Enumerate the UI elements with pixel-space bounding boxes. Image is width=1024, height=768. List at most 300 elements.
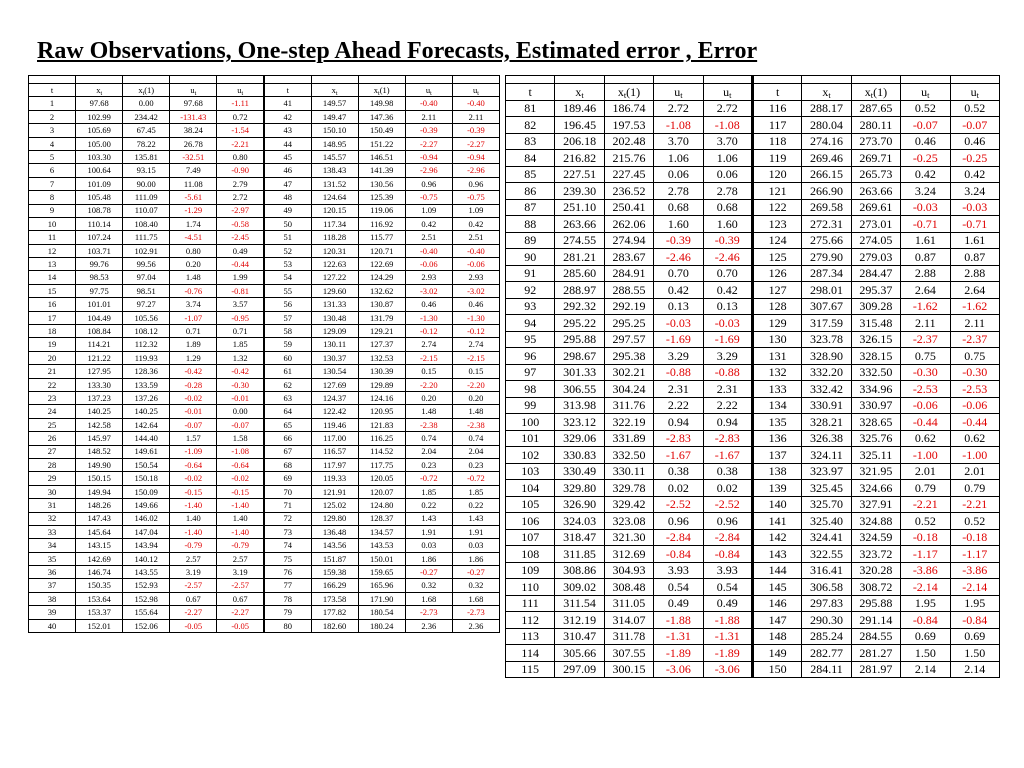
value-cell: 121.22 (76, 351, 123, 364)
time-cell: 64 (264, 405, 311, 418)
value-cell: -0.06 (950, 397, 999, 414)
right-data-table (505, 75, 1000, 678)
time-cell: 52 (264, 244, 311, 257)
time-cell: 102 (506, 447, 555, 464)
table-row (29, 485, 500, 498)
time-cell: 85 (506, 166, 555, 183)
value-cell: 2.72 (217, 191, 264, 204)
value-cell: -0.07 (950, 117, 999, 134)
value-cell: 0.02 (654, 480, 703, 497)
value-cell: 332.50 (851, 364, 900, 381)
table-row (29, 499, 500, 512)
value-cell: 142.64 (123, 418, 170, 431)
empty-cell (123, 76, 170, 84)
table-row (29, 231, 500, 244)
value-cell: 108.40 (123, 217, 170, 230)
table-row (29, 137, 500, 150)
value-cell: 281.97 (851, 661, 900, 678)
value-cell: -0.40 (405, 244, 452, 257)
time-cell: 72 (264, 512, 311, 525)
time-cell: 1 (29, 97, 76, 110)
value-cell: 202.48 (604, 133, 653, 150)
column-header-t: t (506, 84, 555, 101)
value-cell: 0.03 (452, 539, 499, 552)
value-cell: 130.39 (358, 365, 405, 378)
time-cell: 27 (29, 445, 76, 458)
value-cell: 262.06 (604, 216, 653, 233)
value-cell: 129.09 (311, 325, 358, 338)
value-cell: 273.01 (851, 216, 900, 233)
value-cell: 127.95 (76, 365, 123, 378)
time-cell: 54 (264, 271, 311, 284)
value-cell: 150.09 (123, 485, 170, 498)
value-cell: 97.27 (123, 298, 170, 311)
value-cell: 149.66 (123, 499, 170, 512)
time-cell: 140 (752, 496, 801, 513)
value-cell: 127.37 (358, 338, 405, 351)
value-cell: -0.01 (217, 391, 264, 404)
value-cell: 150.01 (358, 552, 405, 565)
value-cell: -0.30 (901, 364, 950, 381)
value-cell: -0.64 (217, 458, 264, 471)
value-cell: -1.69 (654, 331, 703, 348)
time-cell: 19 (29, 338, 76, 351)
value-cell: -0.01 (170, 405, 217, 418)
table-row (506, 496, 1000, 513)
time-cell: 98 (506, 381, 555, 398)
value-cell: 0.71 (217, 325, 264, 338)
table-row (29, 338, 500, 351)
value-cell: -0.44 (901, 414, 950, 431)
value-cell: 108.78 (76, 204, 123, 217)
value-cell: 1.29 (170, 351, 217, 364)
value-cell: -2.57 (170, 579, 217, 592)
time-cell: 80 (264, 619, 311, 632)
value-cell: -2.45 (217, 231, 264, 244)
value-cell: 0.46 (405, 298, 452, 311)
time-cell: 14 (29, 271, 76, 284)
value-cell: 0.23 (452, 458, 499, 471)
value-cell: 330.97 (851, 397, 900, 414)
value-cell: 140.25 (123, 405, 170, 418)
value-cell: -0.75 (452, 191, 499, 204)
value-cell: 1.48 (452, 405, 499, 418)
table-row (506, 480, 1000, 497)
value-cell: -0.42 (217, 365, 264, 378)
value-cell: -0.39 (654, 232, 703, 249)
value-cell: 3.24 (950, 183, 999, 200)
table-row (29, 217, 500, 230)
time-cell: 73 (264, 525, 311, 538)
time-cell: 105 (506, 496, 555, 513)
value-cell: 326.15 (851, 331, 900, 348)
value-cell: 3.19 (217, 566, 264, 579)
value-cell: 128.36 (123, 365, 170, 378)
value-cell: -1.54 (217, 124, 264, 137)
value-cell: 140.12 (123, 552, 170, 565)
value-cell: 0.52 (901, 100, 950, 117)
value-cell: 0.13 (703, 298, 752, 315)
value-cell: 152.93 (123, 579, 170, 592)
table-row (29, 592, 500, 605)
time-cell: 92 (506, 282, 555, 299)
value-cell: 3.93 (703, 562, 752, 579)
table-row (29, 177, 500, 190)
value-cell: -0.72 (452, 472, 499, 485)
table-row (506, 150, 1000, 167)
value-cell: 131.33 (311, 298, 358, 311)
value-cell: 1.85 (452, 485, 499, 498)
time-cell: 69 (264, 472, 311, 485)
value-cell: 1.06 (703, 150, 752, 167)
value-cell: 135.81 (123, 150, 170, 163)
value-cell: 1.86 (405, 552, 452, 565)
time-cell: 63 (264, 391, 311, 404)
value-cell: 2.14 (901, 661, 950, 678)
value-cell: 308.48 (604, 579, 653, 596)
value-cell: -0.84 (654, 546, 703, 563)
value-cell: 145.64 (76, 525, 123, 538)
value-cell: -1.09 (170, 445, 217, 458)
value-cell: 149.94 (76, 485, 123, 498)
value-cell: -2.57 (217, 579, 264, 592)
value-cell: 38.24 (170, 124, 217, 137)
table-row (506, 562, 1000, 579)
value-cell: 2.74 (452, 338, 499, 351)
value-cell: 196.45 (555, 117, 604, 134)
time-cell: 104 (506, 480, 555, 497)
value-cell: 0.70 (654, 265, 703, 282)
value-cell: 127.69 (311, 378, 358, 391)
value-cell: 97.68 (170, 97, 217, 110)
value-cell: 285.24 (802, 628, 851, 645)
value-cell: 122.42 (311, 405, 358, 418)
table-row (506, 117, 1000, 134)
value-cell: 332.42 (802, 381, 851, 398)
value-cell: 0.32 (405, 579, 452, 592)
value-cell: 1.06 (654, 150, 703, 167)
time-cell: 146 (752, 595, 801, 612)
value-cell: 0.68 (654, 199, 703, 216)
value-cell: 308.86 (555, 562, 604, 579)
value-cell: 180.24 (358, 619, 405, 632)
time-cell: 21 (29, 365, 76, 378)
table-row (29, 298, 500, 311)
column-header-x-hat-1: ^ $x_t(1)$ (358, 84, 405, 97)
value-cell: 2.93 (405, 271, 452, 284)
column-header-t: t (264, 84, 311, 97)
value-cell: 110.14 (76, 217, 123, 230)
value-cell: 0.54 (703, 579, 752, 596)
empty-cell (29, 76, 76, 84)
table-row (506, 100, 1000, 117)
value-cell: 102.91 (123, 244, 170, 257)
value-cell: -2.52 (654, 496, 703, 513)
value-cell: 117.00 (311, 432, 358, 445)
value-cell: 0.13 (654, 298, 703, 315)
column-header-u: $u_t$ (217, 84, 264, 97)
value-cell: -2.37 (950, 331, 999, 348)
left-data-table (28, 75, 500, 633)
value-cell: -0.39 (452, 124, 499, 137)
value-cell: 134.57 (358, 525, 405, 538)
value-cell: 115.77 (358, 231, 405, 244)
time-cell: 24 (29, 405, 76, 418)
value-cell: 295.25 (604, 315, 653, 332)
value-cell: -0.90 (217, 164, 264, 177)
value-cell: 0.42 (452, 217, 499, 230)
time-cell: 94 (506, 315, 555, 332)
value-cell: 129.80 (311, 512, 358, 525)
value-cell: 1.58 (217, 432, 264, 445)
value-cell: 0.20 (405, 391, 452, 404)
value-cell: 326.38 (802, 430, 851, 447)
value-cell: 323.97 (802, 463, 851, 480)
value-cell: -0.27 (405, 566, 452, 579)
value-cell: 119.46 (311, 418, 358, 431)
value-cell: 324.41 (802, 529, 851, 546)
time-cell: 18 (29, 325, 76, 338)
value-cell: 274.16 (802, 133, 851, 150)
time-cell: 8 (29, 191, 76, 204)
time-cell: 114 (506, 645, 555, 662)
value-cell: 263.66 (555, 216, 604, 233)
value-cell: -0.72 (405, 472, 452, 485)
time-cell: 96 (506, 348, 555, 365)
table-row (506, 199, 1000, 216)
time-cell: 9 (29, 204, 76, 217)
value-cell: 327.91 (851, 496, 900, 513)
value-cell: 141.39 (358, 164, 405, 177)
empty-cell (950, 76, 999, 84)
value-cell: -2.15 (452, 351, 499, 364)
value-cell: -0.94 (452, 150, 499, 163)
value-cell: 0.46 (950, 133, 999, 150)
value-cell: 0.75 (950, 348, 999, 365)
time-cell: 109 (506, 562, 555, 579)
value-cell: 153.37 (76, 606, 123, 619)
value-cell: 0.79 (901, 480, 950, 497)
value-cell: 304.93 (604, 562, 653, 579)
table-row (29, 325, 500, 338)
time-cell: 125 (752, 249, 801, 266)
value-cell: 0.87 (901, 249, 950, 266)
value-cell: 266.15 (802, 166, 851, 183)
time-cell: 136 (752, 430, 801, 447)
time-cell: 124 (752, 232, 801, 249)
value-cell: 272.31 (802, 216, 851, 233)
value-cell: 150.15 (76, 472, 123, 485)
value-cell: 129.60 (311, 284, 358, 297)
value-cell: -2.20 (452, 378, 499, 391)
table-row (506, 265, 1000, 282)
value-cell: -2.46 (703, 249, 752, 266)
value-cell: 1.61 (901, 232, 950, 249)
value-cell: 159.38 (311, 566, 358, 579)
value-cell: 117.97 (311, 458, 358, 471)
table-row (29, 445, 500, 458)
time-cell: 130 (752, 331, 801, 348)
column-header-u: $u_t$ (950, 84, 999, 101)
value-cell: 269.61 (851, 199, 900, 216)
time-cell: 11 (29, 231, 76, 244)
value-cell: 173.58 (311, 592, 358, 605)
value-cell: 0.49 (217, 244, 264, 257)
value-cell: -1.62 (901, 298, 950, 315)
empty-cell (358, 76, 405, 84)
column-header-x: $x_t$ (76, 84, 123, 97)
value-cell: 119.93 (123, 351, 170, 364)
value-cell: 124.64 (311, 191, 358, 204)
value-cell: -0.40 (452, 97, 499, 110)
value-cell: 1.40 (217, 512, 264, 525)
value-cell: 0.75 (901, 348, 950, 365)
value-cell: 104.49 (76, 311, 123, 324)
empty-cell (170, 76, 217, 84)
table-row (506, 513, 1000, 530)
table-row (506, 447, 1000, 464)
value-cell: 143.94 (123, 539, 170, 552)
value-cell: 0.52 (950, 513, 999, 530)
value-cell: 0.38 (654, 463, 703, 480)
value-cell: 290.30 (802, 612, 851, 629)
value-cell: 311.05 (604, 595, 653, 612)
value-cell: 149.47 (311, 110, 358, 123)
time-cell: 58 (264, 325, 311, 338)
value-cell: 328.90 (802, 348, 851, 365)
value-cell: 120.31 (311, 244, 358, 257)
value-cell: 328.21 (802, 414, 851, 431)
value-cell: 182.60 (311, 619, 358, 632)
table-row (506, 315, 1000, 332)
value-cell: 0.54 (654, 579, 703, 596)
value-cell: -0.05 (217, 619, 264, 632)
value-cell: 149.57 (311, 97, 358, 110)
value-cell: 103.30 (76, 150, 123, 163)
time-cell: 82 (506, 117, 555, 134)
table-row (29, 552, 500, 565)
value-cell: 3.93 (654, 562, 703, 579)
value-cell: 0.06 (703, 166, 752, 183)
column-header-x-hat-1: ^ $x_t(1)$ (123, 84, 170, 97)
value-cell: 165.96 (358, 579, 405, 592)
value-cell: 0.62 (950, 430, 999, 447)
time-cell: 106 (506, 513, 555, 530)
value-cell: -2.96 (452, 164, 499, 177)
value-cell: 2.74 (405, 338, 452, 351)
column-header-x-hat-1: ^ $x_t(1)$ (851, 84, 900, 101)
value-cell: -2.15 (405, 351, 452, 364)
value-cell: 314.07 (604, 612, 653, 629)
value-cell: 0.69 (901, 628, 950, 645)
time-cell: 6 (29, 164, 76, 177)
time-cell: 134 (752, 397, 801, 414)
value-cell: 121.83 (358, 418, 405, 431)
value-cell: -3.06 (654, 661, 703, 678)
time-cell: 26 (29, 432, 76, 445)
time-cell: 33 (29, 525, 76, 538)
value-cell: 1.85 (405, 485, 452, 498)
value-cell: -0.12 (405, 325, 452, 338)
empty-cell (264, 76, 311, 84)
table-row (29, 164, 500, 177)
value-cell: 227.51 (555, 166, 604, 183)
empty-cell (703, 76, 752, 84)
time-cell: 119 (752, 150, 801, 167)
value-cell: -2.97 (217, 204, 264, 217)
value-cell: -0.15 (170, 485, 217, 498)
value-cell: 331.89 (604, 430, 653, 447)
time-cell: 79 (264, 606, 311, 619)
time-cell: 81 (506, 100, 555, 117)
value-cell: 7.49 (170, 164, 217, 177)
time-cell: 86 (506, 183, 555, 200)
table-row (29, 97, 500, 110)
value-cell: 67.45 (123, 124, 170, 137)
time-cell: 2 (29, 110, 76, 123)
column-header-t: t (29, 84, 76, 97)
value-cell: 1.40 (170, 512, 217, 525)
value-cell: -0.18 (901, 529, 950, 546)
time-cell: 133 (752, 381, 801, 398)
time-cell: 110 (506, 579, 555, 596)
table-row (506, 298, 1000, 315)
table-row (506, 661, 1000, 678)
value-cell: 269.46 (802, 150, 851, 167)
time-cell: 48 (264, 191, 311, 204)
value-cell: 103.71 (76, 244, 123, 257)
time-cell: 65 (264, 418, 311, 431)
value-cell: 322.55 (802, 546, 851, 563)
value-cell: -0.58 (217, 217, 264, 230)
value-cell: 329.06 (555, 430, 604, 447)
value-cell: 0.32 (452, 579, 499, 592)
value-cell: 111.75 (123, 231, 170, 244)
time-cell: 77 (264, 579, 311, 592)
value-cell: -2.21 (217, 137, 264, 150)
time-cell: 7 (29, 177, 76, 190)
value-cell: 0.20 (452, 391, 499, 404)
value-cell: 0.74 (452, 432, 499, 445)
value-cell: -0.42 (170, 365, 217, 378)
empty-cell (506, 76, 555, 84)
value-cell: 146.74 (76, 566, 123, 579)
value-cell: 274.55 (555, 232, 604, 249)
time-cell: 129 (752, 315, 801, 332)
time-cell: 29 (29, 472, 76, 485)
value-cell: -0.06 (452, 258, 499, 271)
value-cell: -1.17 (901, 546, 950, 563)
value-cell: 129.21 (358, 325, 405, 338)
value-cell: -2.14 (950, 579, 999, 596)
time-cell: 43 (264, 124, 311, 137)
table-row (29, 525, 500, 538)
value-cell: 251.10 (555, 199, 604, 216)
value-cell: 133.30 (76, 378, 123, 391)
time-cell: 149 (752, 645, 801, 662)
value-cell: 280.11 (851, 117, 900, 134)
value-cell: 2.01 (950, 463, 999, 480)
value-cell: -0.71 (901, 216, 950, 233)
value-cell: 3.70 (654, 133, 703, 150)
value-cell: 329.78 (604, 480, 653, 497)
value-cell: 2.64 (901, 282, 950, 299)
value-cell: 122.69 (358, 258, 405, 271)
value-cell: 180.54 (358, 606, 405, 619)
value-cell: 297.57 (604, 331, 653, 348)
value-cell: -0.79 (170, 539, 217, 552)
value-cell: -1.88 (654, 612, 703, 629)
